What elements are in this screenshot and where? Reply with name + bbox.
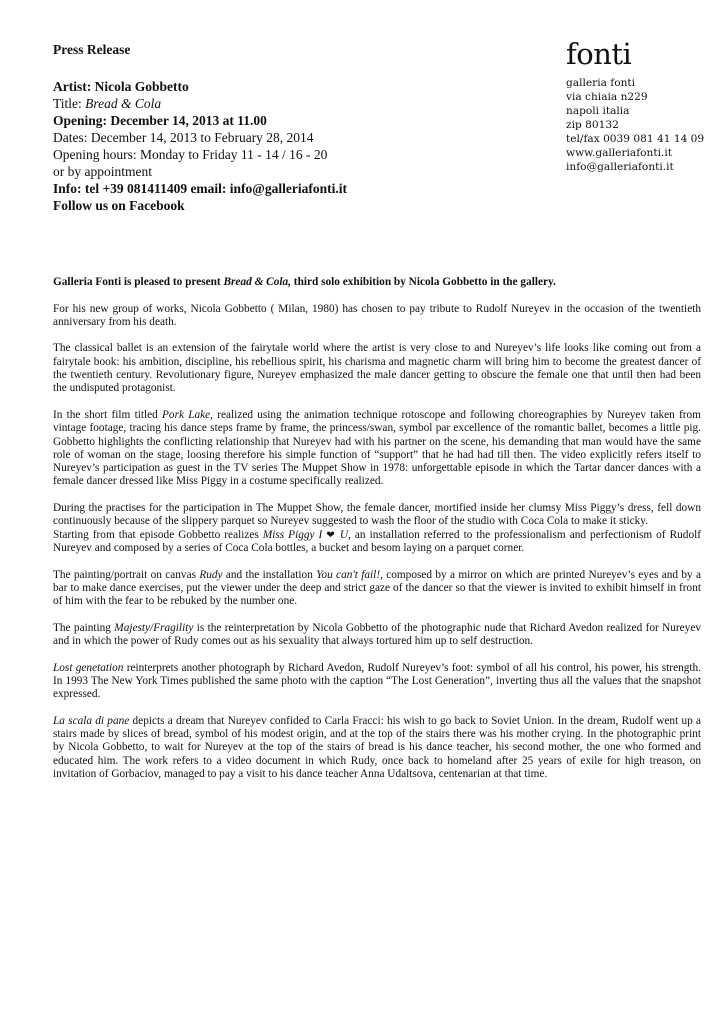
paragraph-9 bbox=[53, 715, 701, 781]
paragraph-4: During the practises for the participation in The Muppet Show, the female dancer, mortified inside her clumsy Miss Piggy’s dress, fell down continuously because of the slippery parquet so Nureyev suggested to wash the floor of the studio with Coca Cola to make it sticky. bbox=[53, 502, 701, 528]
press-release-heading: Press Release bbox=[53, 42, 131, 57]
intro-paragraph bbox=[53, 276, 701, 289]
paragraph-3 bbox=[53, 409, 701, 489]
title-line bbox=[53, 95, 493, 112]
appointment-line: or by appointment bbox=[53, 164, 152, 179]
paragraph-8 bbox=[53, 662, 701, 702]
paragraph-2: The classical ballet is an extension of the fairytale world where the artist is very close to and Nureyev’s life looks like coming out from a fairytale book: his ambition, discipline, his rebellious spirit, his charisma and magnetic charm will bring him to become the greatest dancer of the twentieth century. Revolutionary figure, Nureyev emphasized the male dancer getting to obscure the female one that until then had been the undisputed protagonist. bbox=[53, 342, 701, 395]
exhibition-info bbox=[53, 42, 493, 214]
paragraph-5 bbox=[53, 529, 701, 556]
p7-work-title: Majesty/Fragility bbox=[114, 621, 194, 634]
opening-line: Opening: December 14, 2013 at 11.00 bbox=[53, 113, 267, 128]
p3-work-title: Pork Lake, bbox=[162, 408, 214, 421]
p6-text-mid: and the installation bbox=[222, 568, 317, 581]
intro-text: Galleria Fonti is pleased to present bbox=[53, 276, 224, 288]
paragraph-6 bbox=[53, 569, 701, 609]
p7-text: The painting bbox=[53, 621, 115, 634]
p9-text: depicts a dream that Nureyev confided to Carla Fracci: his wish to go back to Soviet Union. In the dream, Rudolf went up a stairs made by slices of bread, symbol of his modest origin, and at the top of the stairs there was his mother crying. In the photographic print by Nicola Gobbetto, to wait for Nureyev at the top of the stairs of bread is his dance teacher, his second mother, the one who formed and educated him. The work refers to a video document in which Rudy, once back to homeland after 25 years of exile for high treason, on invitation of Gorbaciov, managed to pay a visit to his dance teacher Anna Udaltsova, centenarian at that time. bbox=[53, 714, 702, 780]
p9-work-title: La scala di pane bbox=[53, 714, 130, 727]
paragraph-1: For his new group of works, Nicola Gobbetto ( Milan, 1980) has chosen to pay tribute to Rudolf Nureyev in the occasion of the twentieth anniversary from his death. bbox=[53, 302, 701, 328]
heart-icon: ❤ bbox=[326, 529, 336, 541]
paragraph-7 bbox=[53, 622, 701, 649]
p5-work-title: Miss Piggy I bbox=[262, 528, 327, 541]
follow-line: Follow us on Facebook bbox=[53, 198, 185, 213]
p7-text-end: is the reinterpretation by Nicola Gobbetto of the photographic nude that Richard Avedon realized for Nureyev and in which the power of Rudy comes out as his sexuality that always tortured him up to self destruction. bbox=[53, 621, 701, 648]
title-value: Bread & Cola bbox=[85, 96, 162, 111]
press-release-body bbox=[53, 276, 701, 795]
p5-text-end: , an installation referred to the professionalism and perfectionism of Rudolf Nureyev and composed by a series of Coca Cola bottles, a bucket and besom laying on a parquet corner. bbox=[53, 528, 701, 554]
p8-work-title: Lost genetation bbox=[53, 661, 124, 674]
gallery-email: info@galleriafonti.it bbox=[566, 161, 674, 173]
gallery-city: napoli italia bbox=[566, 105, 630, 117]
gallery-street: via chiaia n229 bbox=[566, 91, 648, 103]
gallery-contact bbox=[566, 38, 716, 174]
p3-text-end: realized using the animation technique rotoscope and following choreographies by Nureyev taken from vintage footage, tracing his dance steps frame by frame, the princess/swan, symbol par excellence of the romantic ballet, becomes a little pig. Gobbetto highlights the conflicting relationship that Nureyev had with his partner on the scene, his demanding that man would have the same role of woman on the stage, loosing therefore his simple function of “support” that he had had till then. The video explicitly refers itself to Nureyev’s participation as guest in the TV series The Muppet Show in 1978: unforgettable episode in which the Tartar dancer dances with a female dancer dressed like Miss Piggy in a costume specifically realized. bbox=[53, 408, 701, 488]
artist-line: Artist: Nicola Gobbetto bbox=[53, 79, 189, 94]
dates-line: Dates: December 14, 2013 to February 28, 2014 bbox=[53, 130, 314, 145]
p6-text-end: composed by a mirror on which are printed Nureyev’s eyes and by a bar to make dance exercises, put the viewer under the deep and strict gaze of the dancer so that the viewer is invited to exhibit himself in front of him with the fear to be rebuked by the number one. bbox=[53, 568, 701, 608]
p5-text: Starting from that episode Gobbetto realizes bbox=[53, 528, 263, 541]
intro-text-end: third solo exhibition by Nicola Gobbetto in the gallery. bbox=[290, 276, 556, 288]
intro-exhibition-title: Bread & Cola, bbox=[223, 276, 291, 288]
gallery-name: galleria fonti bbox=[566, 77, 636, 89]
p6-work-title-2: You can't fail!, bbox=[316, 568, 383, 581]
p8-text: reinterprets another photograph by Richard Avedon, Rudolf Nureyev’s foot: symbol of all his control, his power, his strength. In 1993 The New York Times published the same photo with the caption “The Lost Generation”, inverting thus all the values that the snapshot expressed. bbox=[53, 661, 701, 701]
p5-work-title-end: U bbox=[335, 528, 349, 541]
info-line: Info: tel +39 081411409 email: info@galleriafonti.it bbox=[53, 181, 347, 196]
gallery-logo: fonti bbox=[566, 37, 632, 71]
title-label: Title: bbox=[53, 96, 86, 111]
p3-text: In the short film titled bbox=[53, 408, 163, 421]
gallery-zip: zip 80132 bbox=[566, 119, 619, 131]
hours-line: Opening hours: Monday to Friday 11 - 14 / 16 - 20 bbox=[53, 147, 328, 162]
p6-text: The painting/portrait on canvas bbox=[53, 568, 200, 581]
gallery-tel: tel/fax 0039 081 41 14 09 bbox=[566, 133, 705, 145]
p6-work-title-1: Rudy bbox=[199, 568, 223, 581]
gallery-web: www.galleriafonti.it bbox=[566, 147, 673, 159]
